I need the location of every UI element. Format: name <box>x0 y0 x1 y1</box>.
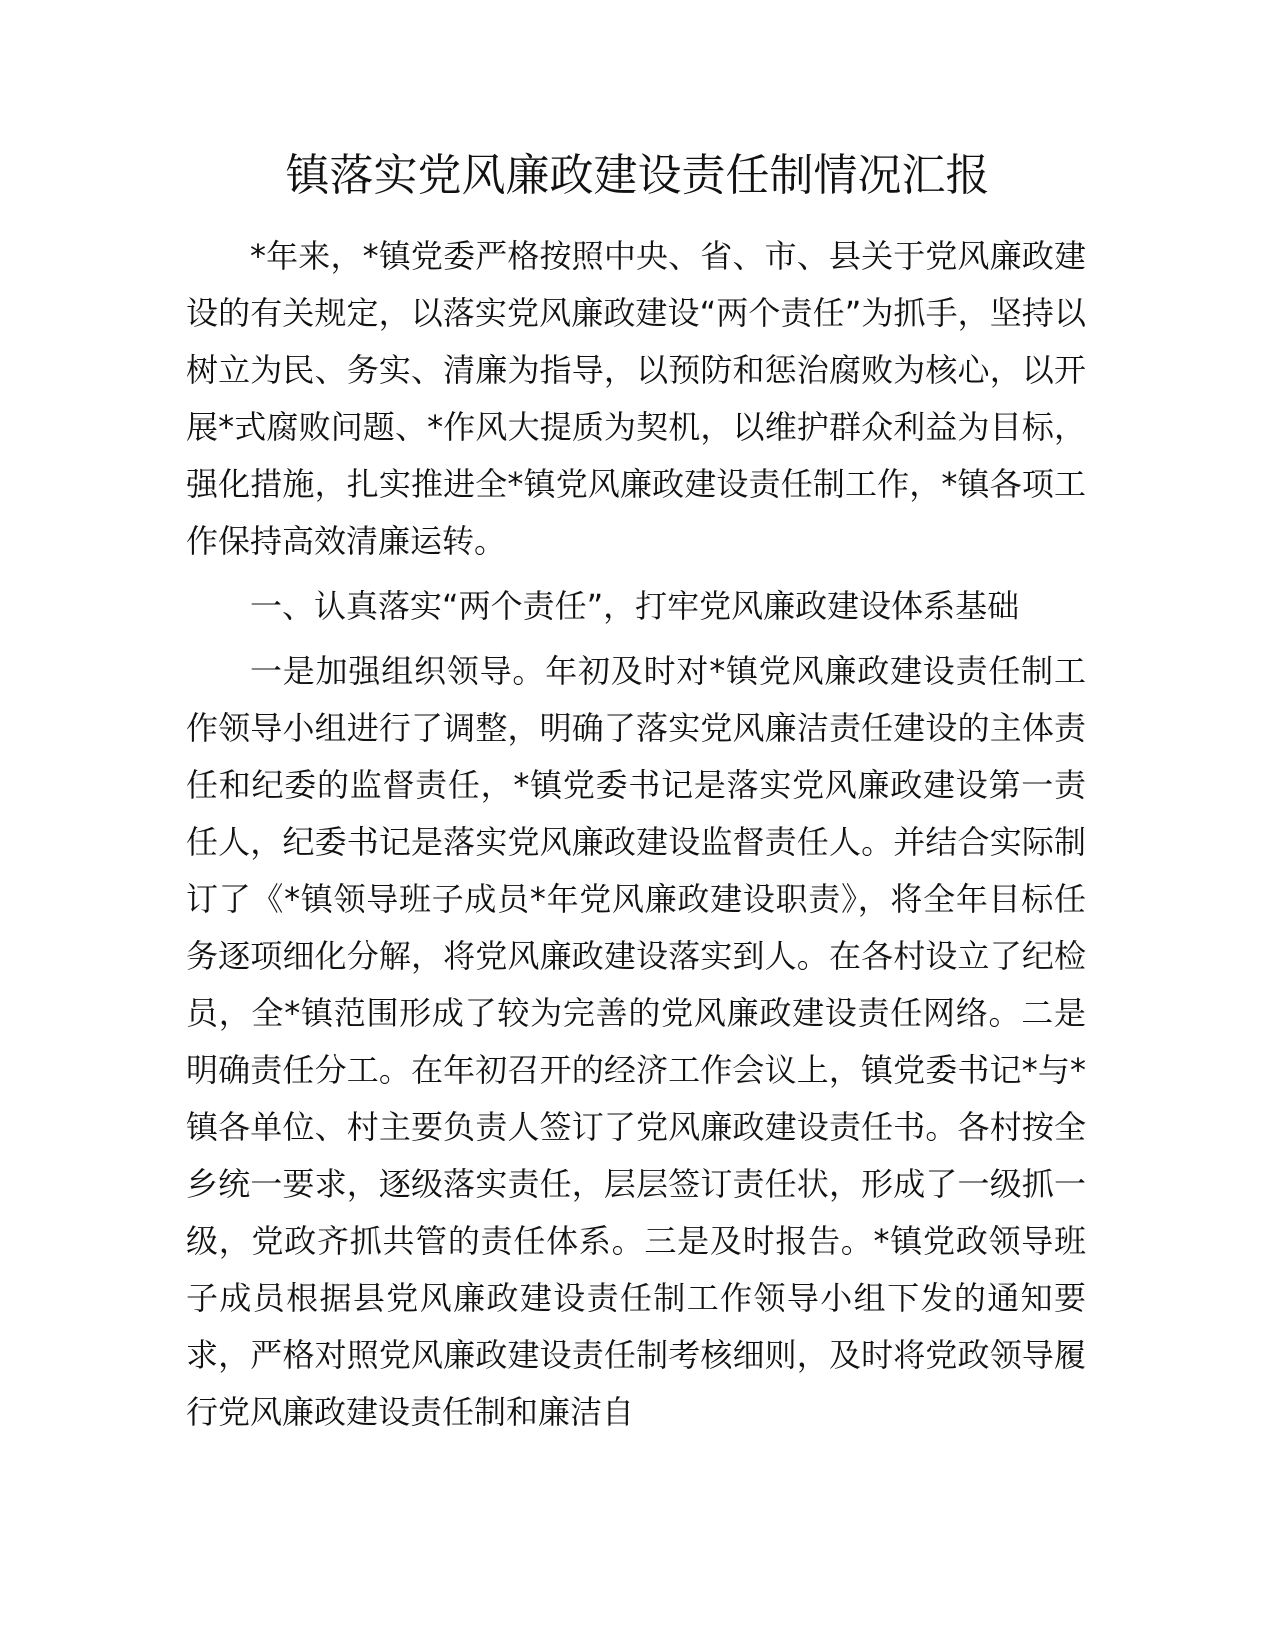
document-body <box>186 228 1086 1441</box>
section-paragraph: 一是加强组织领导。年初及时对*镇党风廉政建设责任制工作领导小组进行了调整，明确了落实党风廉洁责任建设的主体责任和纪委的监督责任，*镇党委书记是落实党风廉政建设第一责任人，纪委书记是落实党风廉政建设监督责任人。并结合实际制订了《*镇领导班子成员*年党风廉政建设职责》，将全年目标任务逐项细化分解，将党风廉政建设落实到人。在各村设立了纪检员，全*镇范围形成了较为完善的党风廉政建设责任网络。二是明确责任分工。在年初召开的经济工作会议上，镇党委书记*与*镇各单位、村主要负责人签订了党风廉政建设责任书。各村按全乡统一要求，逐级落实责任，层层签订责任状，形成了一级抓一级，党政齐抓共管的责任体系。三是及时报告。*镇党政领导班子成员根据县党风廉政建设责任制工作领导小组下发的通知要求，严格对照党风廉政建设责任制考核细则，及时将党政领导履行党风廉政建设责任制和廉洁自 <box>186 652 1086 1431</box>
intro-paragraph: *年来，*镇党委严格按照中央、省、市、县关于党风廉政建设的有关规定，以落实党风廉政建设“两个责任”为抓手，坚持以树立为民、务实、清廉为指导，以预防和惩治腐败为核心，以开展*式腐败问题、*作风大提质为契机，以维护群众利益为目标，强化措施，扎实推进全*镇党风廉政建设责任制工作，*镇各项工作保持高效清廉运转。 <box>186 237 1086 560</box>
document-title: 镇落实党风廉政建设责任制情况汇报 <box>285 150 990 201</box>
section-heading: 一、认真落实“两个责任”，打牢党风廉政建设体系基础 <box>250 587 1020 625</box>
